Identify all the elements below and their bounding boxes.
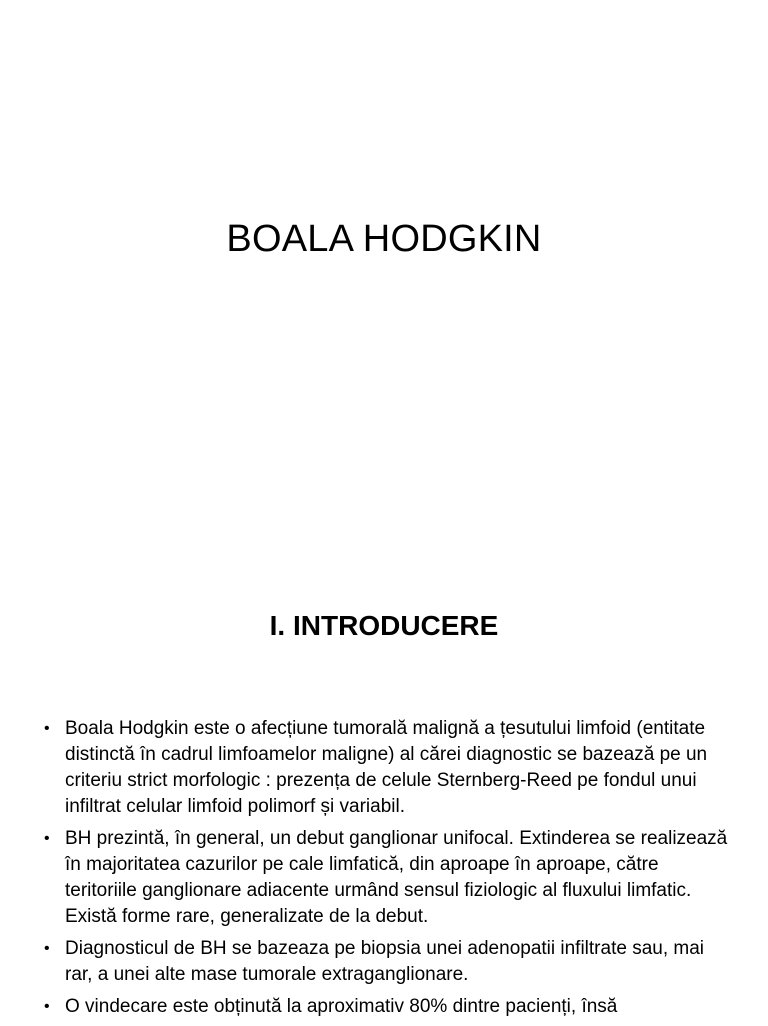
list-item [40, 826, 730, 930]
title-slide [0, 218, 768, 261]
bullet-text: O vindecare este obținută la aproximativ 80% dintre pacienți, însă [65, 996, 618, 1017]
list-item [40, 994, 730, 1020]
bullet-icon: • [44, 830, 50, 847]
list-item [40, 716, 730, 820]
bullet-icon: • [44, 940, 50, 957]
section-heading: I. INTRODUCERE [269, 610, 499, 641]
bullet-icon: • [44, 720, 50, 737]
bullet-text: Diagnosticul de BH se bazeaza pe biopsia unei adenopatii infiltrate sau, mai rar, a unei alte mase tumorale extraganglionare. [65, 938, 705, 985]
bullet-text: BH prezintă, în general, un debut ganglionar unifocal. Extinderea se realizează în majoritatea cazurilor pe cale limfatică, din aproape în aproape, către teritoriile ganglionare adiacente urmând sensul fiziologic al fluxului limfatic. Există forme rare, generalizate de la debut. [65, 828, 728, 927]
bullet-icon: • [44, 998, 50, 1015]
bullet-text: Boala Hodgkin este o afecțiune tumorală malignă a țesutului limfoid (entitate distinctă în cadrul limfoamelor maligne) al cărei diagnostic se bazează pe un criteriu strict morfologic : prezența de celule Sternberg-Reed pe fondul unui infiltrat celular limfoid polimorf și variabil. [65, 718, 708, 817]
list-item [40, 936, 730, 988]
bullet-list [40, 716, 730, 1026]
document-title: BOALA HODGKIN [226, 218, 542, 260]
